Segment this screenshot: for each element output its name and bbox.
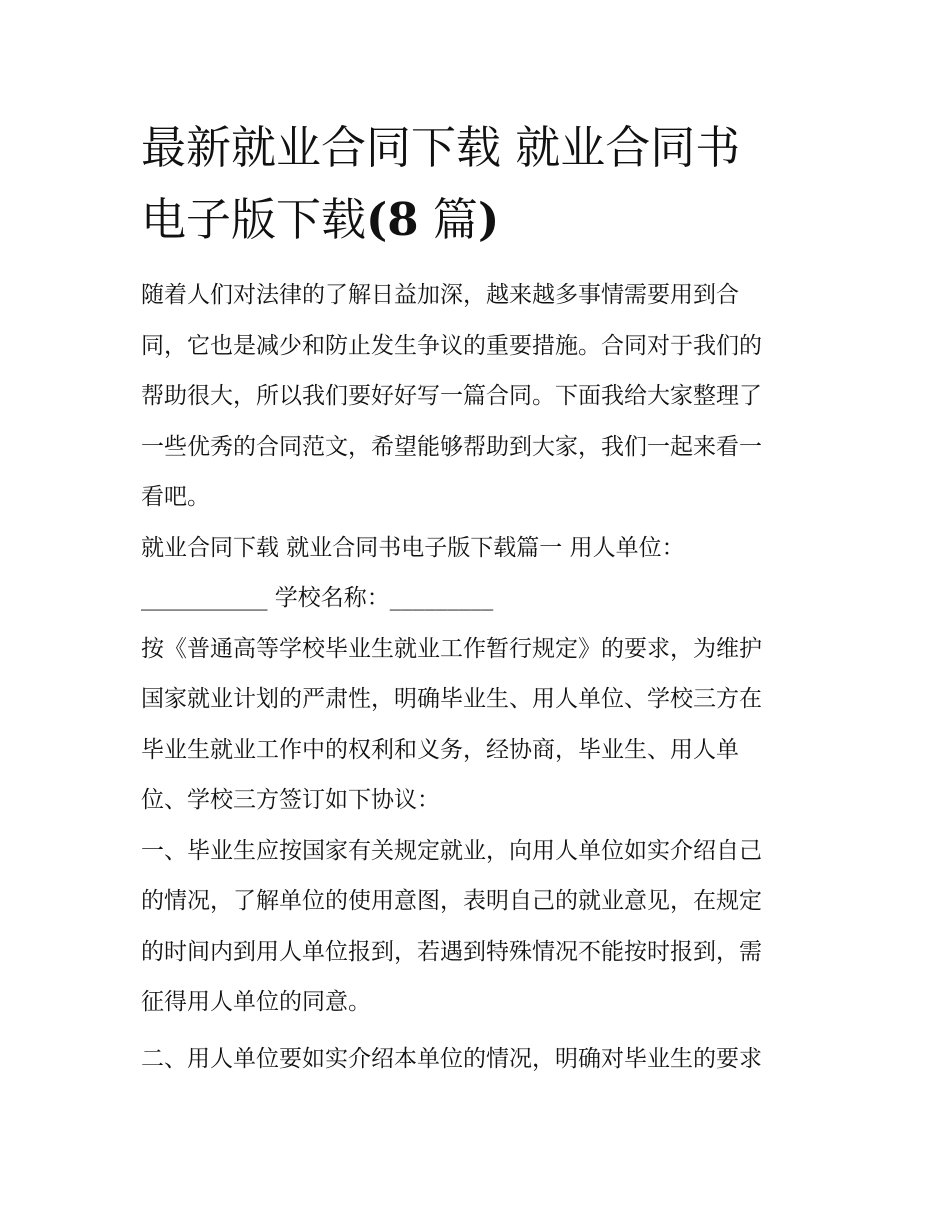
agreement-line: 位、学校三方签订如下协议： bbox=[141, 787, 440, 813]
section-heading-line: 就业合同下载 就业合同书电子版下载篇一 用人单位： bbox=[141, 534, 685, 561]
title-count-open: (8 bbox=[366, 193, 419, 246]
intro-paragraph bbox=[141, 270, 813, 523]
clause-one bbox=[141, 826, 813, 1028]
agreement-line: 国家就业计划的严肃性，明确毕业生、用人单位、学校三方在 bbox=[141, 686, 762, 712]
title-line-2 bbox=[141, 184, 813, 256]
intro-line: 一些优秀的合同范文，希望能够帮助到大家，我们一起来看一 bbox=[141, 433, 762, 460]
clause-one-line: 的时间内到用人单位报到，若遇到特殊情况不能按时报到，需 bbox=[141, 938, 762, 965]
clause-two-line: 二、用人单位要如实介绍本单位的情况，明确对毕业生的要求 bbox=[141, 1045, 762, 1072]
agreement-paragraph bbox=[141, 624, 813, 826]
document-content bbox=[141, 112, 813, 1084]
clause-one-line: 的情况，了解单位的使用意图，表明自己的就业意见，在规定 bbox=[141, 888, 762, 914]
section-heading bbox=[141, 523, 813, 624]
clause-one-line: 征得用人单位的同意。 bbox=[141, 989, 371, 1015]
document-body bbox=[141, 270, 813, 1084]
intro-line: 同，它也是减少和防止发生争议的重要措施。合同对于我们的 bbox=[141, 332, 762, 359]
clause-one-line: 一、毕业生应按国家有关规定就业，向用人单位如实介绍自己 bbox=[141, 837, 762, 864]
intro-line: 帮助很大，所以我们要好好写一篇合同。下面我给大家整理了 bbox=[141, 383, 762, 409]
intro-line: 看吧。 bbox=[141, 484, 210, 510]
title-line-1: 最新就业合同下载 就业合同书 bbox=[141, 121, 741, 174]
intro-line: 随着人们对法律的了解日益加深，越来越多事情需要用到合 bbox=[141, 282, 739, 308]
blanks-line: ___________ 学校名称：_________ bbox=[141, 585, 494, 611]
document-title bbox=[141, 112, 813, 256]
agreement-line: 毕业生就业工作中的权利和义务，经协商，毕业生、用人单 bbox=[141, 736, 739, 763]
title-count-unit: 篇 bbox=[418, 193, 478, 246]
clause-two bbox=[141, 1034, 813, 1085]
title-count-close: ) bbox=[477, 193, 500, 246]
agreement-line: 按《普通高等学校毕业生就业工作暂行规定》的要求，为维护 bbox=[141, 635, 762, 662]
title-line-2-prefix: 电子版下载 bbox=[141, 193, 367, 246]
